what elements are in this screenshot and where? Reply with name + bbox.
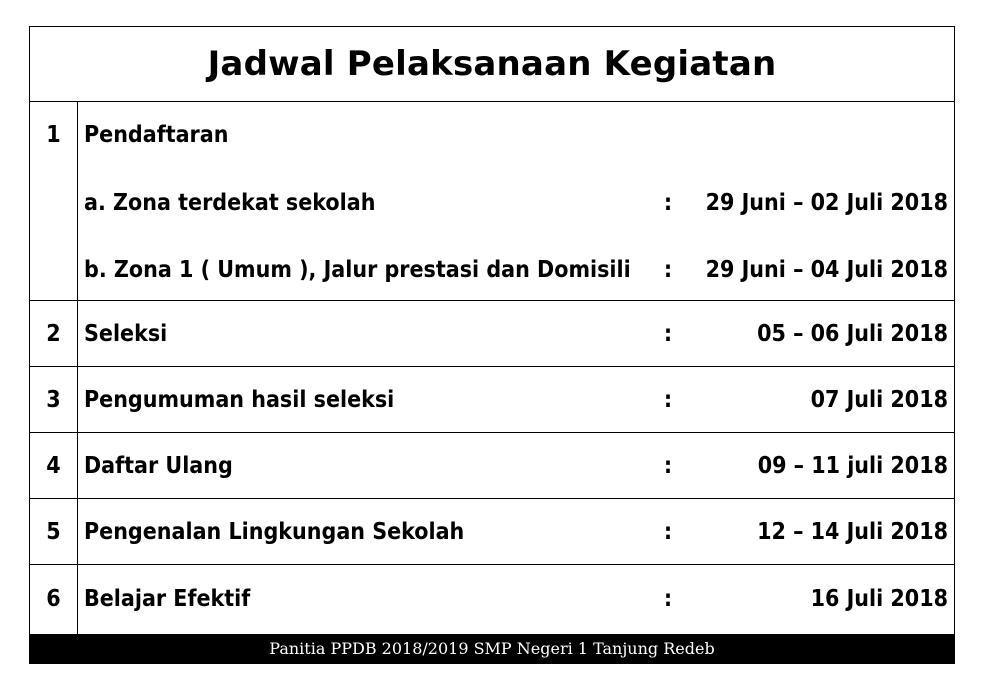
colon-separator: : — [663, 453, 673, 479]
colon-separator: : — [663, 387, 673, 413]
table-row-2 — [30, 301, 954, 367]
colon-separator: : — [663, 190, 673, 216]
row-label: Pengumuman hasil seleksi — [84, 387, 395, 413]
row-line — [30, 319, 954, 349]
row-line — [30, 584, 954, 614]
schedule-table — [29, 26, 955, 664]
row-label: Pendaftaran — [84, 122, 229, 148]
colon-separator: : — [663, 586, 673, 612]
row-number: 4 — [46, 453, 61, 479]
subitem-line — [30, 255, 954, 285]
row-date: 05 – 06 Juli 2018 — [757, 321, 948, 347]
row-label: Belajar Efektif — [84, 586, 251, 612]
colon-separator: : — [663, 519, 673, 545]
row-number: 2 — [46, 321, 61, 347]
table-row-6 — [30, 565, 954, 634]
subitem-label: a. Zona terdekat sekolah — [84, 190, 376, 216]
subitem-line — [30, 188, 954, 218]
subitem-date: 29 Juni – 04 Juli 2018 — [705, 257, 948, 283]
row-date: 16 Juli 2018 — [810, 586, 948, 612]
row-number: 3 — [46, 387, 61, 413]
colon-separator: : — [663, 257, 673, 283]
row-number: 5 — [46, 519, 61, 545]
table-row-1 — [30, 102, 954, 301]
table-title: Jadwal Pelaksanaan Kegiatan — [30, 27, 954, 102]
row-label: Seleksi — [84, 321, 168, 347]
table-row-4 — [30, 433, 954, 499]
row-number: 6 — [46, 586, 61, 612]
row-line — [30, 451, 954, 481]
row-number: 1 — [46, 122, 61, 148]
table-row-3 — [30, 367, 954, 433]
row-line — [30, 517, 954, 547]
subitem-date: 29 Juni – 02 Juli 2018 — [705, 190, 948, 216]
row-date: 12 – 14 Juli 2018 — [757, 519, 948, 545]
row-line — [30, 385, 954, 415]
footer-banner: Panitia PPDB 2018/2019 SMP Negeri 1 Tanjung Redeb — [30, 634, 954, 663]
row-heading-line — [30, 120, 954, 150]
row-label: Daftar Ulang — [84, 453, 233, 479]
row-date: 07 Juli 2018 — [810, 387, 948, 413]
colon-separator: : — [663, 321, 673, 347]
table-row-5 — [30, 499, 954, 565]
row-date: 09 – 11 juli 2018 — [757, 453, 948, 479]
subitem-label: b. Zona 1 ( Umum ), Jalur prestasi dan Domisili — [84, 257, 631, 283]
row-label: Pengenalan Lingkungan Sekolah — [84, 519, 465, 545]
